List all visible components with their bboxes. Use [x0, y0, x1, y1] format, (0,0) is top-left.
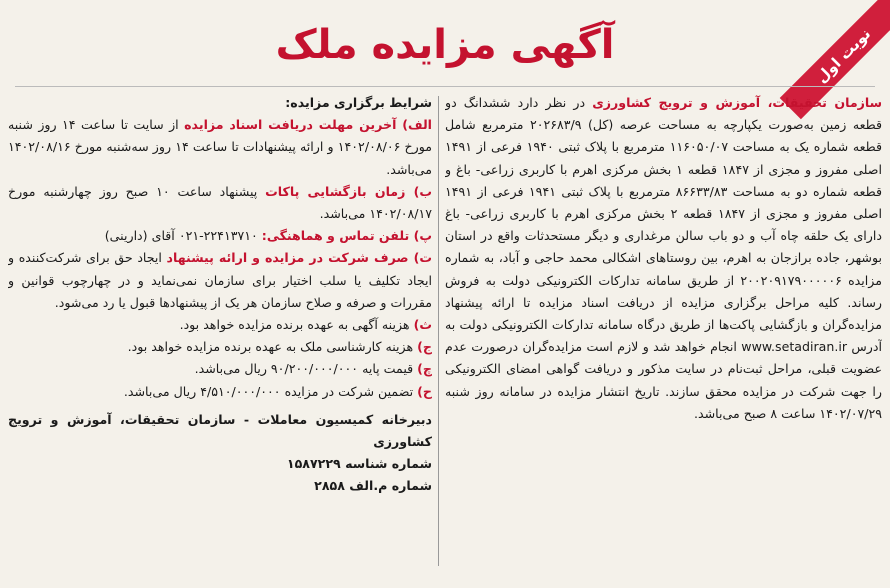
condition-item: ب) زمان بازگشایی پاکات پیشنهاد ساعت ۱۰ صبح روز چهارشنبه مورخ ۱۴۰۲/۰۸/۱۷ می‌باشد. — [8, 183, 432, 222]
main-text-column — [445, 92, 882, 580]
first-publication-ribbon: نوبت اول — [780, 0, 890, 119]
condition-item: الف) آخرین مهلت دریافت اسناد مزایده از سایت تا ساعت ۱۴ روز شنبه مورخ ۱۴۰۲/۰۸/۰۶ و ارائه پیشنهادات تا ساعت ۱۴ روز سه‌شنبه مورخ ۱۴۰۲/۰۸/۱۶ می‌باشد. — [8, 117, 432, 177]
signature-line: دبیرخانه کمیسیون معاملات - سازمان تحقیقات، آموزش و ترویج کشاورزی — [8, 411, 432, 450]
main-body: در نظر دارد ششدانگ دو قطعه زمین به‌صورت یکپارچه به مساحت عرصه (کل) ۲۰۲۶۸۳/۹ مترمربع شامل قطعه شماره یک به مساحت ۱۱۶۰۵۰/۰۷ مترمربع با پلاک ثبتی ۱۹۴۰ فرعی از ۱۴۹۱ اصلی مفروز و مجزی از ۱۸۴۷ قطعه ۱ بخش مرکزی اهرم با کاربری زراعی- باغ و قطعه شماره دو به مساحت ۸۶۶۳۳/۸۳ مترمربع با پلاک ثبتی ۱۹۴۱ فرعی از ۱۴۹۱ اصلی مفروز و مجزی از ۱۸۴۷ قطعه ۲ بخش مرکزی اهرم با کاربری زراعی- باغ دارای یک حلقه چاه آب و دو باب سالن مرغداری و دیگر مستحدثات واقع در استان بوشهر، جاده برازجان به اهرم، بین روستاهای اشکالی محمد حاجی و آباد، به شماره مزایده ۲۰۰۲۰۹۱۷۹۰۰۰۰۰۶ از طریق سامانه تدارکات الکترونیکی دولت به فروش رساند. کلیه مراحل برگزاری مزایده از دریافت اسناد مزایده تا ارائه پیشنهاد مزایده‌گران و بازگشایی پاکت‌ها از طریق درگاه سامانه تدارکات الکترونیکی دولت به آدرس www.setadiran.ir انجام خواهد شد و لازم است مزایده‌گران درصورت عدم عضویت قبلی، مراحل ثبت‌نام در سایت مذکور و دریافت گواهی امضای الکترونیکی را جهت شرکت در مزایده محقق سازند. تاریخ انتشار مزایده در سامانه روز شنبه ۱۴۰۲/۰۷/۲۹ ساعت ۸ صبح می‌باشد. — [445, 95, 882, 421]
condition-item: ج) هزینه کارشناسی ملک به عهده برنده مزایده خواهد بود. — [127, 339, 432, 355]
national-id: شماره شناسه ۱۵۸۷۲۲۹ — [286, 456, 432, 472]
organization-name: سازمان تحقیقات، آموزش و ترویج کشاورزی — [592, 95, 882, 110]
reference-number: شماره م.الف ۲۸۵۸ — [314, 478, 432, 494]
main-paragraph — [445, 92, 882, 425]
title-rule — [15, 86, 875, 87]
column-divider — [438, 96, 439, 566]
condition-item: پ) تلفن تماس و هماهنگی: ۲۲۴۱۳۷۱۰-۰۲۱ آقای (دارینی) — [104, 228, 432, 244]
conditions-heading: شرایط برگزاری مزایده: — [285, 95, 432, 110]
condition-item: ث) هزینه آگهی به عهده برنده مزایده خواهد بود. — [179, 317, 432, 333]
notice-title: آگهی مزایده ملک — [275, 22, 615, 68]
condition-item: ت) صرف شرکت در مزایده و ارائه پیشنهاد ایجاد حق برای شرکت‌کننده و ایجاد تکلیف یا سلب اختیار برای سازمان نمی‌نماید و در چهارچوب قوانین و مقررات و صرفه و صلاح سازمان هر یک از پیشنهادها قبول یا رد می‌شود. — [8, 250, 432, 310]
condition-item: چ) قیمت پایه ۹۰/۲۰۰/۰۰۰/۰۰۰ ریال می‌باشد. — [194, 361, 432, 377]
conditions-column — [8, 92, 432, 580]
condition-item: ح) تضمین شرکت در مزایده ۴/۵۱۰/۰۰۰/۰۰۰ ریال می‌باشد. — [123, 383, 432, 399]
